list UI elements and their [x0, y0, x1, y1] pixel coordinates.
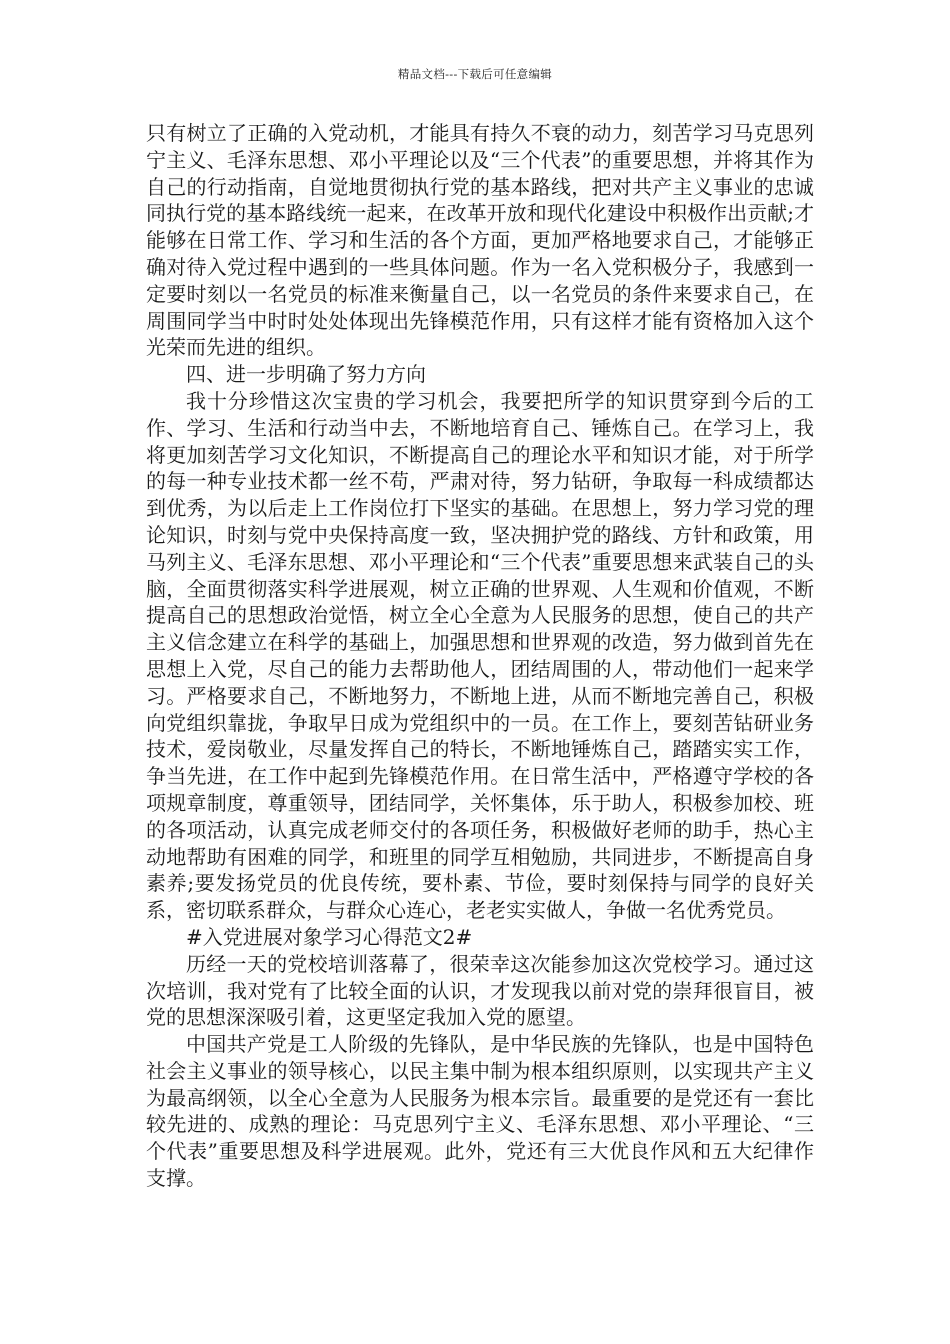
paragraph-3: 历经一天的党校培训落幕了，很荣幸这次能参加这次党校学习。通过这次培训，我对党有了比较全面的认识，才发现我以前对党的崇拜很盲目，被党的思想深深吸引着，这更坚定我加入党的愿望。: [146, 951, 814, 1030]
section-heading-4: 四、进一步明确了努力方向: [186, 362, 426, 387]
paragraph-4: 中国共产党是工人阶级的先锋队，是中华民族的先锋队，也是中国特色社会主义事业的领导核心，以民主集中制为根本组织原则，以实现共产主义为最高纲领，以全心全意为人民服务为根本宗旨。最重要的是党还有一套比较先进的、成熟的理论：马克思列宁主义、毛泽东思想、邓小平理论、“三个代表”重要思想及科学进展观。此外，党还有三大优良作风和五大纪律作支撑。: [146, 1032, 814, 1191]
paragraph-1: 只有树立了正确的入党动机，才能具有持久不衰的动力，刻苦学习马克思列宁主义、毛泽东思想、邓小平理论以及“三个代表”的重要思想，并将其作为自己的行动指南，自觉地贯彻执行党的基本路线，把对共产主义事业的忠诚同执行党的基本路线统一起来，在改革开放和现代化建设中积极作出贡献;才能够在日常工作、学习和生活的各个方面，更加严格地要求自己，才能够正确对待入党过程中遇到的一些具体问题。作为一名入党积极分子，我感到一定要时刻以一名党员的标准来衡量自己，以一名党员的条件来要求自己，在周围同学当中时时处处体现出先锋模范作用，只有这样才能有资格加入这个光荣而先进的组织。: [146, 121, 814, 360]
paragraph-2: 我十分珍惜这次宝贵的学习机会，我要把所学的知识贯穿到今后的工作、学习、生活和行动当中去，不断地培育自己、锤炼自己。在学习上，我将更加刻苦学习文化知识，不断提高自己的理论水平和知识才能，对于所学的每一种专业技术都一丝不苟，严肃对待，努力钻研，争取每一科成绩都达到优秀，为以后走上工作岗位打下坚实的基础。在思想上，努力学习党的理论知识，时刻与党中央保持高度一致，坚决拥护党的路线、方针和政策，用马列主义、毛泽东思想、邓小平理论和“三个代表”重要思想来武装自己的头脑，全面贯彻落实科学进展观，树立正确的世界观、人生观和价值观，不断提高自己的思想政治觉悟，树立全心全意为人民服务的思想，使自己的共产主义信念建立在科学的基础上，加强思想和世界观的改造，努力做到首先在思想上入党，尽自己的能力去帮助他人，团结周围的人，带动他们一起来学习。严格要求自己，不断地努力，不断地上进，从而不断地完善自己，积极向党组织靠拢，争取早日成为党组织中的一员。在工作上，要刻苦钻研业务技术，爱岗敬业，尽量发挥自己的特长，不断地锤炼自己，踏踏实实工作，争当先进，在工作中起到先锋模范作用。在日常生活中，严格遵守学校的各项规章制度，尊重领导，团结同学，关怀集体，乐于助人，积极参加校、班的各项活动，认真完成老师交付的各项任务，积极做好老师的助手，热心主动地帮助有困难的同学，和班里的同学互相勉励，共同进步，不断提高自身素养;要发扬党员的优良传统，要朴素、节俭，要时刻保持与同学的良好关系，密切联系群众，与群众心连心，老老实实做人，争做一名优秀党员。: [146, 388, 814, 923]
section-heading-sample-2: #入党进展对象学习心得范文2#: [186, 924, 473, 949]
document-body: [146, 120, 814, 1192]
page-header: 精品文档---下载后可任意编辑: [397, 67, 553, 81]
